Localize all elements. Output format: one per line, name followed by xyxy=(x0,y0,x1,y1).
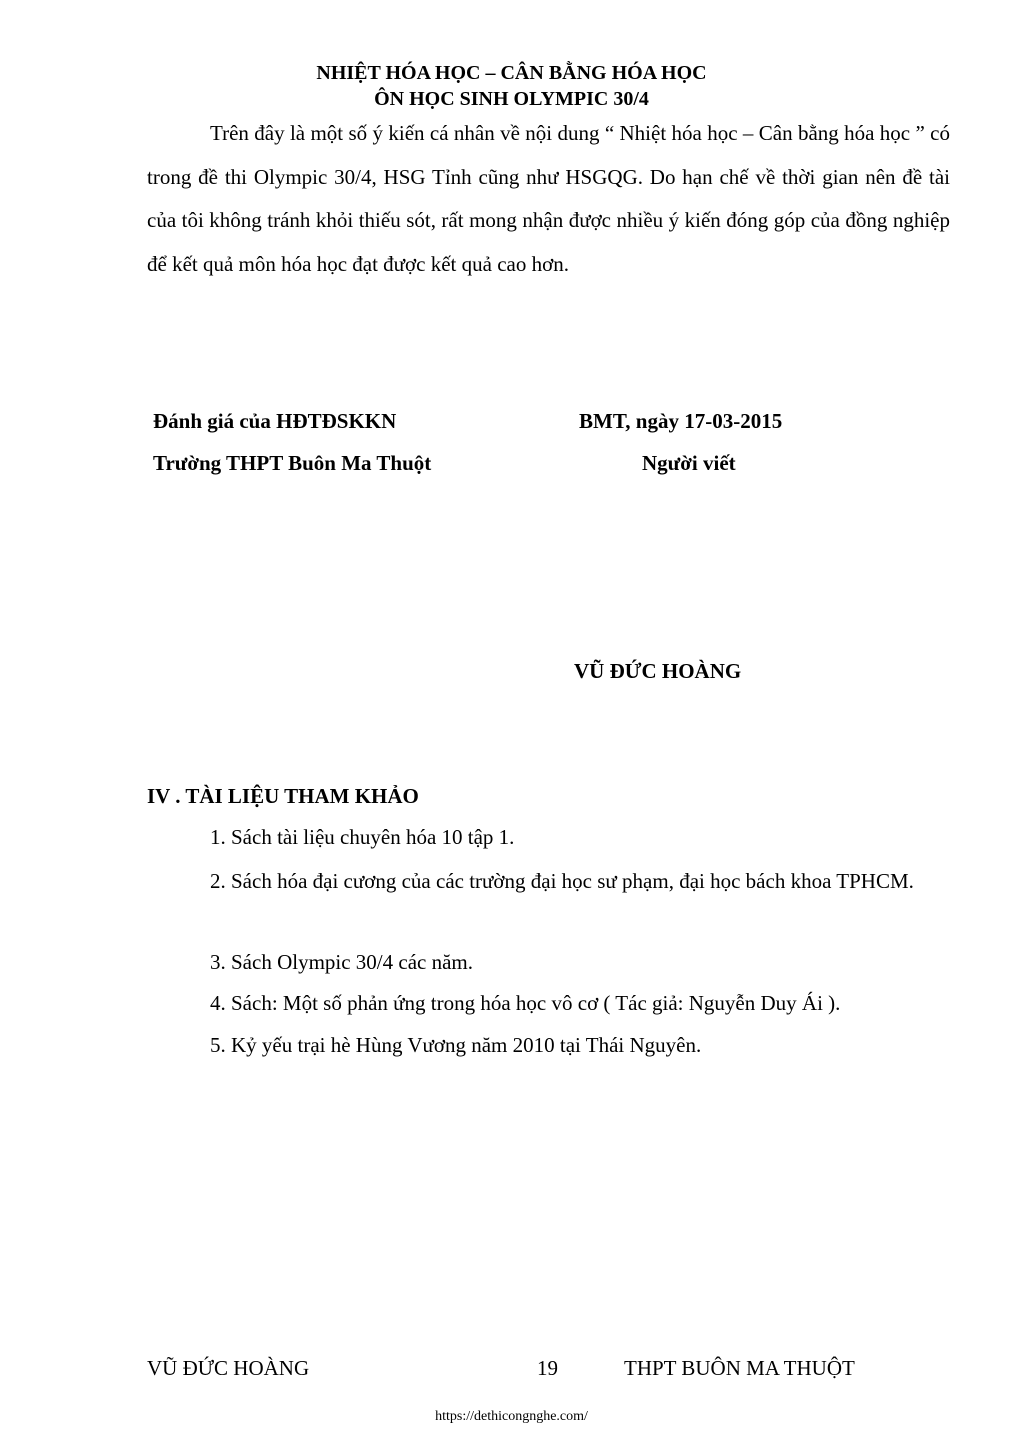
evaluation-label: Đánh giá của HĐTĐSKKN xyxy=(153,409,397,433)
school-label: Trường THPT Buôn Ma Thuột xyxy=(153,451,432,475)
reference-item: 5. Kỷ yếu trại hè Hùng Vương năm 2010 tại Thái Nguyên. xyxy=(210,1033,702,1057)
date-line: BMT, ngày 17-03-2015 xyxy=(579,409,783,433)
reference-item: 1. Sách tài liệu chuyên hóa 10 tập 1. xyxy=(210,825,515,849)
document-title: NHIỆT HÓA HỌC – CÂN BẰNG HÓA HỌC xyxy=(316,62,707,84)
reference-item: 2. Sách hóa đại cương của các trường đại học sư phạm, đại học bách khoa TPHCM. xyxy=(210,869,914,893)
references-heading: IV . TÀI LIỆU THAM KHẢO xyxy=(147,784,419,808)
author-name: VŨ ĐỨC HOÀNG xyxy=(574,659,742,683)
page-number: 19 xyxy=(537,1356,558,1380)
source-url[interactable]: https://dethicongnghe.com/ xyxy=(435,1409,588,1424)
writer-label: Người viết xyxy=(642,451,736,475)
reference-item: 3. Sách Olympic 30/4 các năm. xyxy=(210,950,474,974)
document-subtitle: ÔN HỌC SINH OLYMPIC 30/4 xyxy=(374,88,649,110)
intro-paragraph: Trên đây là một số ý kiến cá nhân về nội dung “ Nhiệt hóa học – Cân bằng hóa học ” có trong đề thi Olympic 30/4, HSG Tỉnh cũng như HSGQG. Do hạn chế về thời gian nên đề tài của tôi không tránh khỏi thiếu sót, rất mong nhận được nhiều ý kiến đóng góp của đồng nghiệp để kết quả môn hóa học đạt được kết quả cao hơn. xyxy=(147,121,950,276)
reference-item: 4. Sách: Một số phản ứng trong hóa học vô cơ ( Tác giả: Nguyễn Duy Ái ). xyxy=(210,991,841,1015)
footer-author: VŨ ĐỨC HOÀNG xyxy=(147,1356,310,1380)
footer-school: THPT BUÔN MA THUỘT xyxy=(624,1356,855,1380)
